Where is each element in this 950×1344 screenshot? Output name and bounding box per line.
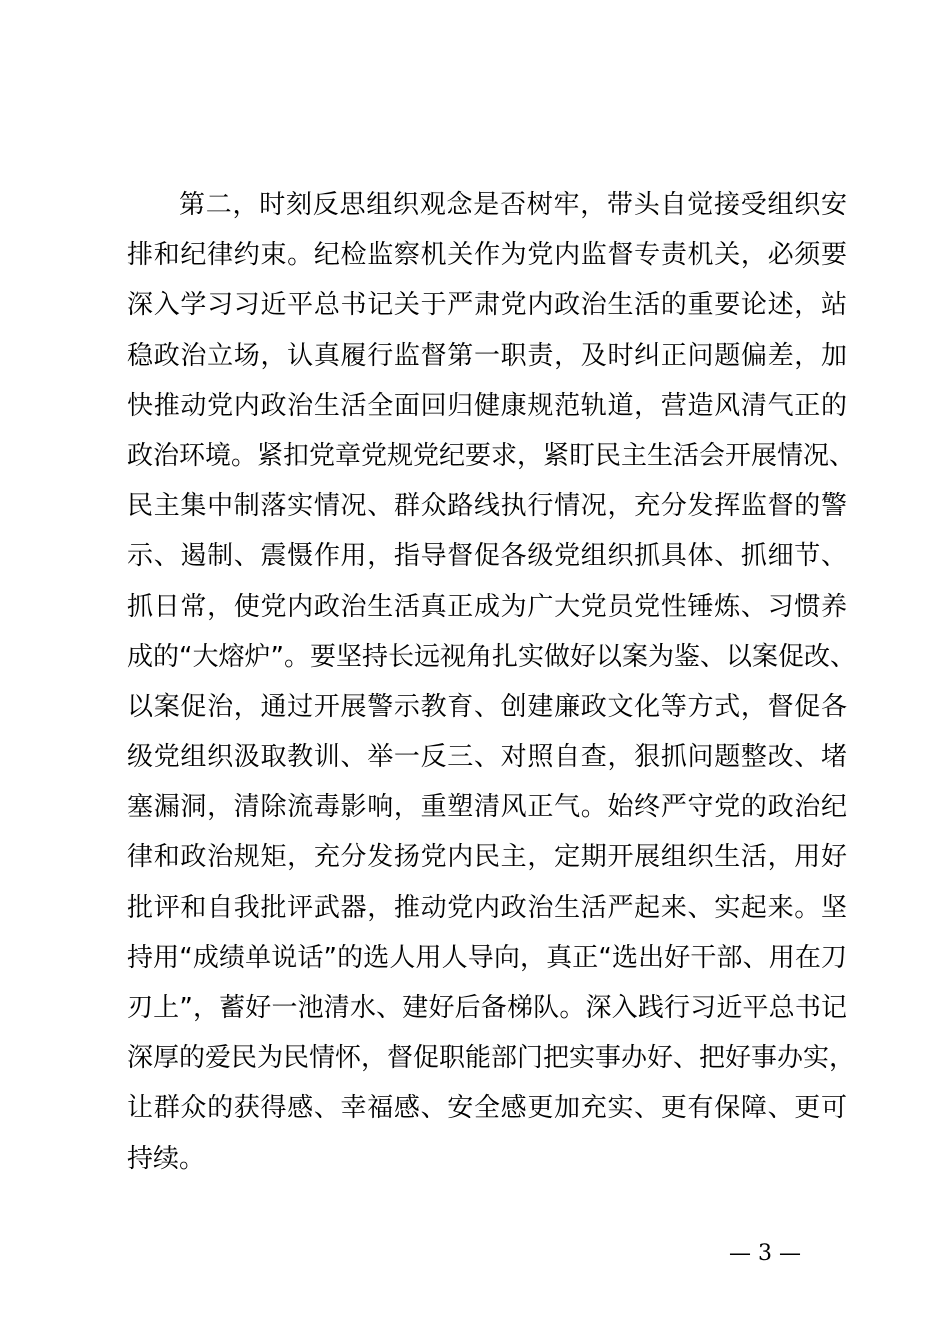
paragraph-line: 以案促治，通过开展警示教育、创建廉政文化等方式，督促各 — [127, 691, 847, 722]
paragraph-line: 抓日常，使党内政治生活真正成为广大党员党性锤炼、习惯养 — [127, 591, 847, 622]
paragraph-line: 民主集中制落实情况、群众路线执行情况，充分发挥监督的警 — [127, 491, 847, 522]
paragraph-line: 示、遏制、震慑作用，指导督促各级党组织抓具体、抓细节、 — [127, 541, 847, 572]
body-paragraph — [127, 180, 856, 1184]
paragraph-line: 排和纪律约束。纪检监察机关作为党内监督专责机关，必须要 — [127, 240, 847, 271]
paragraph-line: 让群众的获得感、幸福感、安全感更加充实、更有保障、更可 — [127, 1093, 847, 1124]
paragraph-line: 深入学习习近平总书记关于严肃党内政治生活的重要论述，站 — [127, 290, 847, 321]
paragraph-line: 快推动党内政治生活全面回归健康规范轨道，营造风清气正的 — [127, 390, 847, 421]
paragraph-line: 批评和自我批评武器，推动党内政治生活严起来、实起来。坚 — [127, 892, 847, 923]
paragraph-line: 持用“成绩单说话”的选人用人导向，真正“选出好干部、用在刀 — [127, 942, 847, 973]
paragraph-line: 第二，时刻反思组织观念是否树牢，带头自觉接受组织安 — [179, 190, 847, 220]
paragraph-line: 持续。 — [127, 1143, 206, 1174]
paragraph-line: 深厚的爱民为民情怀，督促职能部门把实事办好、把好事办实， — [127, 1043, 856, 1074]
paragraph-line: 刃上”，蓄好一池清水、建好后备梯队。深入践行习近平总书记 — [127, 993, 847, 1023]
paragraph-line: 成的“大熔炉”。要坚持长远视角扎实做好以案为鉴、以案促改、 — [127, 641, 856, 672]
paragraph-line: 级党组织汲取教训、举一反三、对照自查，狠抓问题整改、堵 — [127, 742, 847, 773]
paragraph-line: 律和政治规矩，充分发扬党内民主，定期开展组织生活，用好 — [127, 842, 847, 873]
page-number: — 3 — — [729, 1241, 801, 1266]
paragraph-line: 稳政治立场，认真履行监督第一职责，及时纠正问题偏差，加 — [127, 340, 847, 371]
paragraph-line: 塞漏洞，清除流毒影响，重塑清风正气。始终严守党的政治纪 — [127, 792, 847, 823]
paragraph-line: 政治环境。紧扣党章党规党纪要求，紧盯民主生活会开展情况、 — [127, 440, 856, 471]
